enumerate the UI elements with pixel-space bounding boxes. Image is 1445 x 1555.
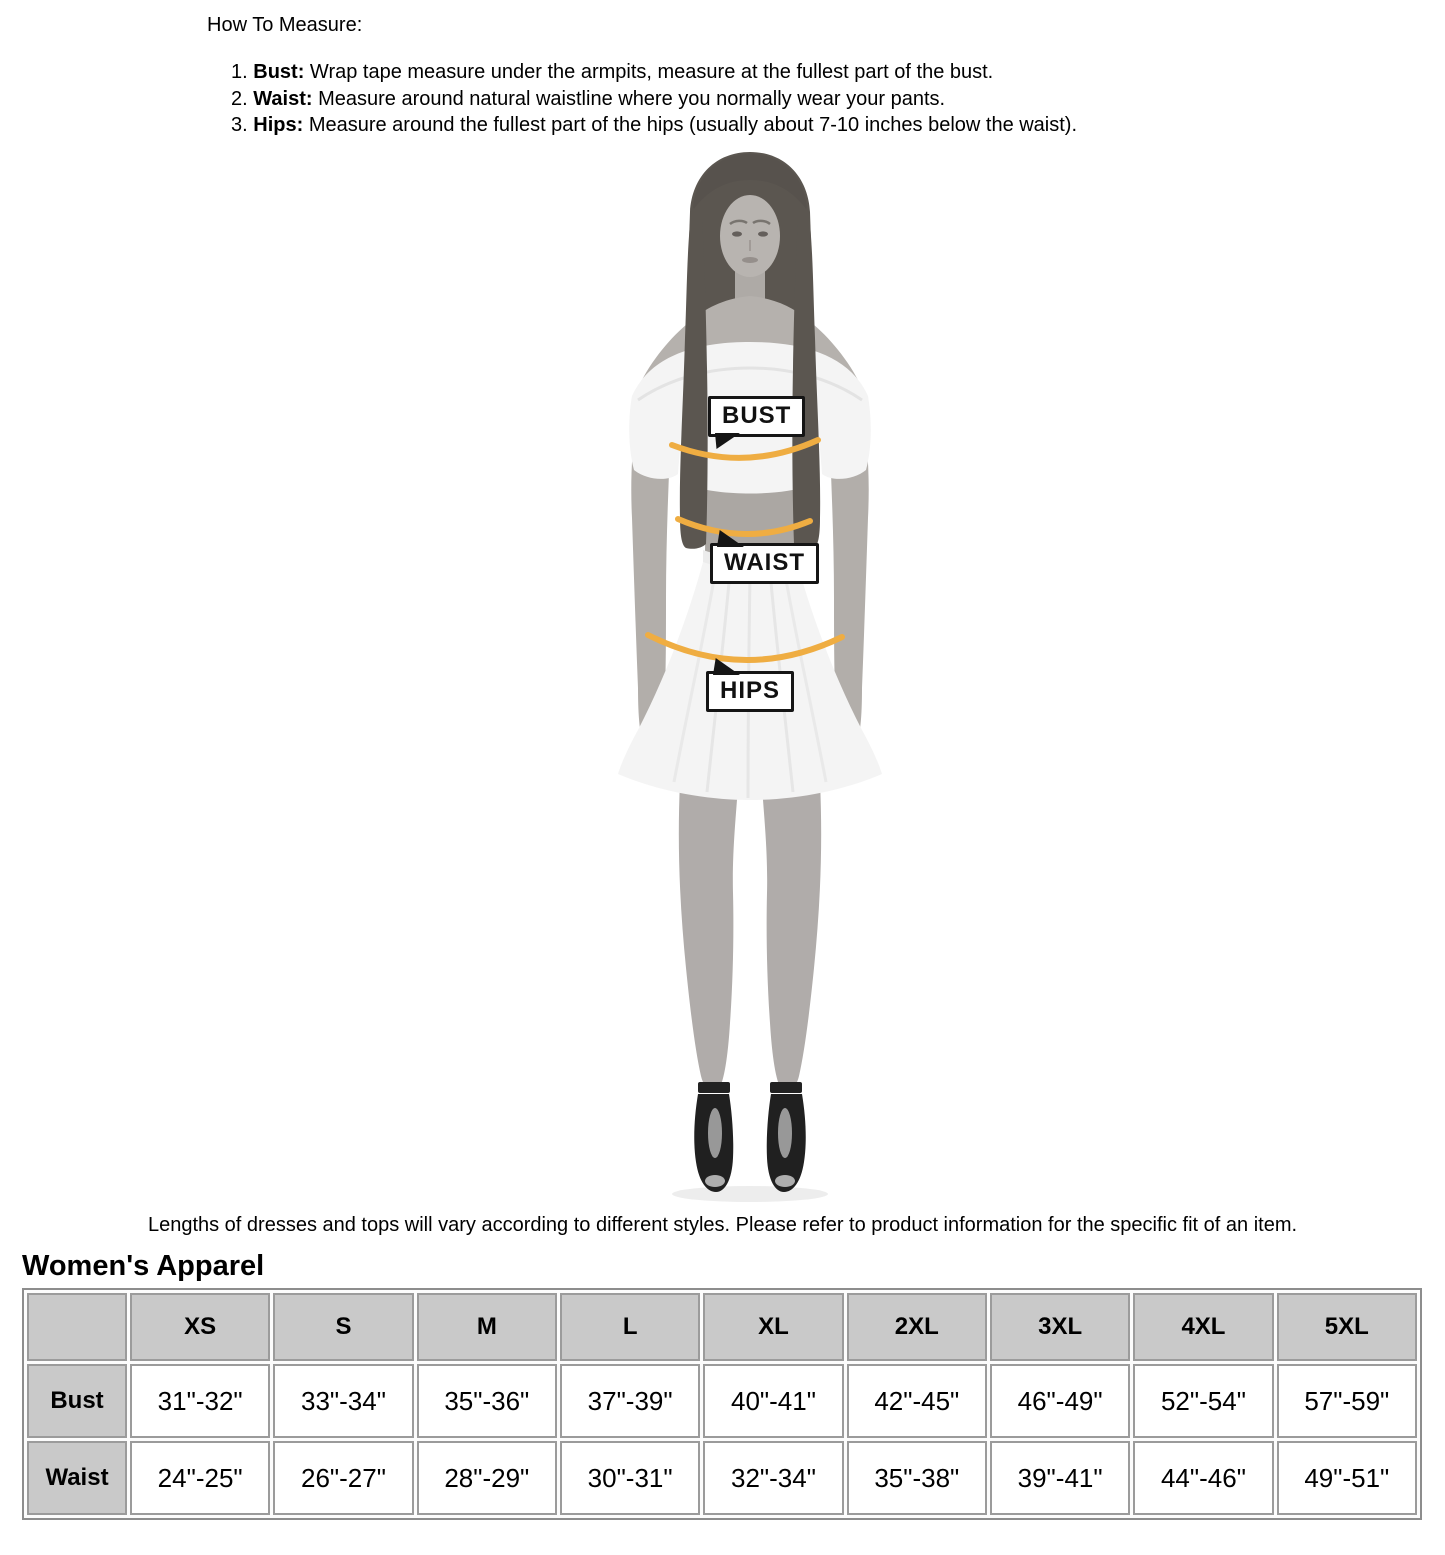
- size-value-cell: 26"-27": [273, 1441, 413, 1515]
- instruction-text: Measure around natural waistline where you normally wear your pants.: [318, 87, 946, 110]
- size-value-cell: 40"-41": [703, 1364, 843, 1438]
- size-value-cell: 49"-51": [1277, 1441, 1417, 1515]
- size-column-header: XL: [703, 1293, 843, 1361]
- size-value-cell: 57"-59": [1277, 1364, 1417, 1438]
- instruction-item-hips: [231, 112, 1077, 139]
- instruction-term: Hips:: [253, 114, 304, 136]
- face: [720, 195, 780, 277]
- size-value-cell: 28"-29": [417, 1441, 557, 1515]
- size-value-cell: 37"-39": [560, 1364, 700, 1438]
- size-value-cell: 35"-36": [417, 1364, 557, 1438]
- hips-label: [706, 671, 794, 712]
- size-value-cell: 33"-34": [273, 1364, 413, 1438]
- instruction-term: Waist:: [253, 87, 313, 110]
- fit-note: Lengths of dresses and tops will vary according to different styles. Please refer to product information for the specific fit of an item.: [147, 1214, 1298, 1236]
- size-column-header: 2XL: [847, 1293, 987, 1361]
- measurement-row-label: Waist: [27, 1441, 127, 1515]
- size-value-cell: 35"-38": [847, 1441, 987, 1515]
- instruction-number: 2.: [231, 87, 248, 110]
- size-column-header: M: [417, 1293, 557, 1361]
- instruction-text: Wrap tape measure under the armpits, measure at the fullest part of the bust.: [309, 61, 994, 83]
- instruction-number: 3.: [231, 114, 248, 136]
- size-value-cell: 31"-32": [130, 1364, 270, 1438]
- table-corner-cell: [27, 1293, 127, 1361]
- size-table-row: [27, 1441, 1417, 1515]
- size-value-cell: 39"-41": [990, 1441, 1130, 1515]
- size-value-cell: 44"-46": [1133, 1441, 1273, 1515]
- measurement-row-label: Bust: [27, 1364, 127, 1438]
- high-heel-shoes: [694, 1082, 805, 1192]
- size-column-header: 5XL: [1277, 1293, 1417, 1361]
- hips-label-text: HIPS: [720, 677, 781, 704]
- size-value-cell: 46"-49": [990, 1364, 1130, 1438]
- waist-label: [710, 543, 819, 584]
- instruction-text: Measure around the fullest part of the hips (usually about 7-10 inches below the waist).: [308, 114, 1078, 136]
- size-column-header: 3XL: [990, 1293, 1130, 1361]
- size-value-cell: 52"-54": [1133, 1364, 1273, 1438]
- ground-shadow: [672, 1186, 828, 1202]
- waist-label-text: WAIST: [724, 549, 805, 576]
- instruction-number: 1.: [231, 61, 248, 83]
- how-to-measure-title: How To Measure:: [207, 14, 363, 36]
- size-column-header: L: [560, 1293, 700, 1361]
- measure-instructions: [231, 59, 1077, 139]
- size-table-row: [27, 1364, 1417, 1438]
- size-column-header: XS: [130, 1293, 270, 1361]
- instruction-item-waist: [231, 86, 1077, 113]
- size-column-header: 4XL: [1133, 1293, 1273, 1361]
- size-table: [22, 1288, 1422, 1520]
- size-value-cell: 42"-45": [847, 1364, 987, 1438]
- size-column-header: S: [273, 1293, 413, 1361]
- section-title: Women's Apparel: [22, 1250, 265, 1282]
- bust-label-text: BUST: [722, 402, 792, 429]
- measurement-figure: [580, 148, 920, 1208]
- instruction-term: Bust:: [253, 61, 305, 83]
- size-value-cell: 30"-31": [560, 1441, 700, 1515]
- size-value-cell: 32"-34": [703, 1441, 843, 1515]
- bust-label: [708, 396, 805, 437]
- size-value-cell: 24"-25": [130, 1441, 270, 1515]
- size-table-header-row: [27, 1293, 1417, 1361]
- instruction-item-bust: [231, 59, 1077, 86]
